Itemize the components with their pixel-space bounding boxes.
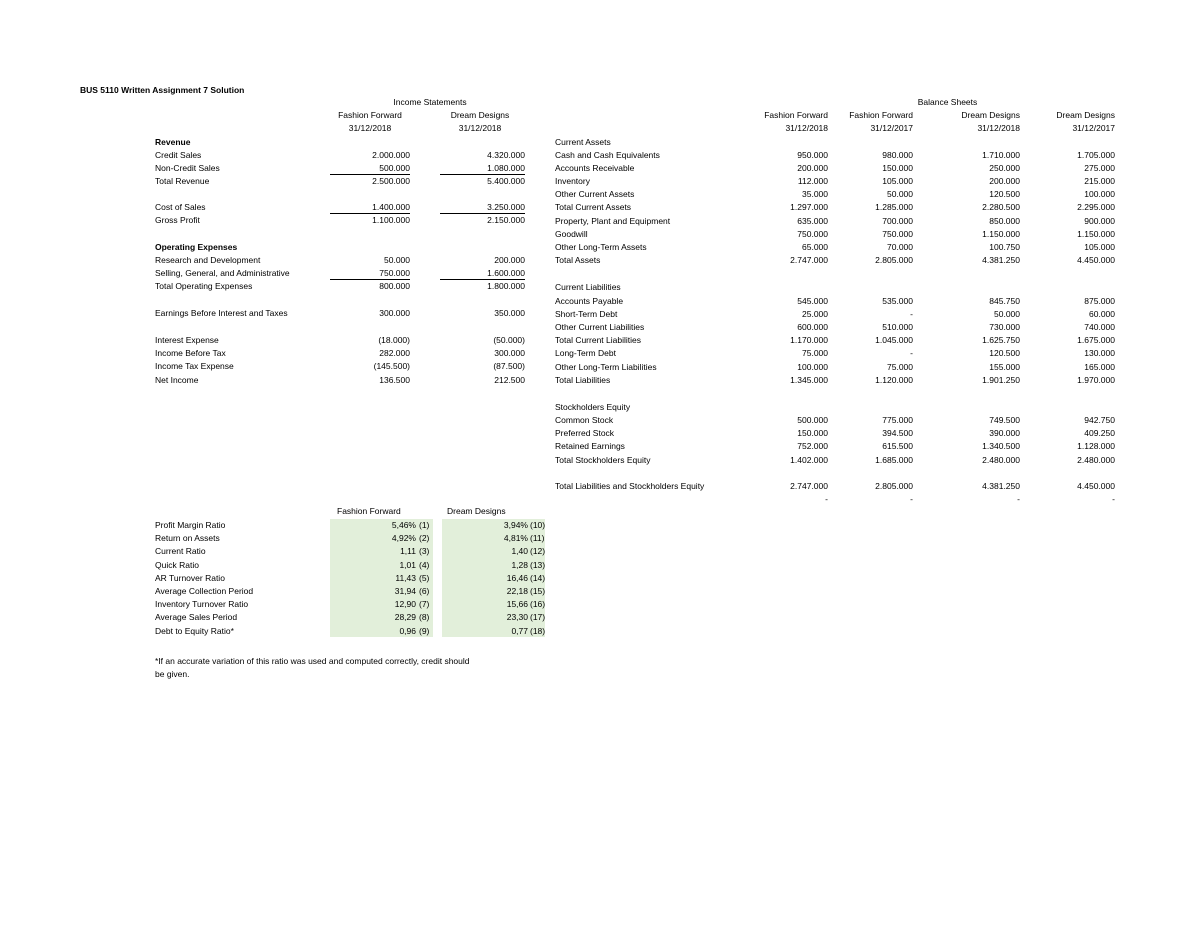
balance-row-label: Accounts Receivable [555,163,635,173]
balance-row-value: 980.000 [882,150,913,160]
income-col-date-dd: 31/12/2018 [458,123,502,133]
balance-row-value: 120.500 [989,189,1020,199]
income-row-value: 1.800.000 [487,281,525,291]
balance-row-value: 2.280.500 [982,202,1020,212]
ratio-value-dd: 3,94% [503,520,528,530]
balance-row-label: Total Stockholders Equity [555,455,651,465]
balance-row-value: 750.000 [797,229,828,239]
income-row-label: Operating Expenses [155,242,238,252]
ratio-value-dd: 0,77 [511,625,528,636]
income-row-value: 1.600.000 [440,268,525,280]
income-row-value: 5.400.000 [487,176,525,186]
balance-row-value: 100.000 [1084,189,1115,199]
ratio-ref-ff: (9) [419,625,430,636]
balance-row-label: Other Long-Term Liabilities [555,362,657,372]
income-row-value: (145.500) [373,361,410,371]
income-row-value: 500.000 [330,163,410,175]
balance-row-value: 1.297.000 [790,202,828,212]
ratio-ref-dd: (11) [530,533,545,544]
balance-row-value: 1.340.500 [982,441,1020,451]
ratio-label: Quick Ratio [155,559,199,570]
income-row-value: 300.000 [379,308,410,318]
balance-row-value: 950.000 [797,150,828,160]
balance-row-value: 150.000 [797,428,828,438]
ratio-header-ff: Fashion Forward [337,506,401,516]
balance-check-mark: - [1112,494,1115,504]
balance-row-value: 730.000 [989,322,1020,332]
income-row-label: Research and Development [155,255,261,265]
balance-row-value: 1.685.000 [875,455,913,465]
balance-row-value: 1.705.000 [1077,150,1115,160]
balance-check-mark: - [1017,494,1020,504]
balance-row-value: 845.750 [989,296,1020,306]
ratio-value-dd: 15,66 [506,599,528,610]
income-row-label: Cost of Sales [155,202,206,212]
ratio-value-ff: 5,46% [391,520,416,530]
balance-row-label: Goodwill [555,229,588,239]
balance-row-value: 250.000 [989,163,1020,173]
income-row-value: 750.000 [330,268,410,280]
balance-col-header: Dream Designs [1056,110,1115,120]
balance-col-date: 31/12/2017 [870,123,913,133]
balance-row-label: Cash and Cash Equivalents [555,150,660,160]
ratio-value-ff: 12,90 [394,599,416,610]
balance-row-value: 150.000 [882,163,913,173]
income-row-label: Earnings Before Interest and Taxes [155,308,288,318]
balance-row-value: - [910,348,913,358]
ratio-ref-ff: (7) [419,599,430,610]
balance-row-value: 1.128.000 [1077,441,1115,451]
balance-row-label: Total Current Liabilities [555,335,641,345]
balance-col-header: Dream Designs [961,110,1020,120]
balance-row-value: 1.625.750 [982,335,1020,345]
ratio-value-dd: 16,46 [506,572,528,583]
balance-row-value: 105.000 [882,176,913,186]
balance-col-date: 31/12/2017 [1072,123,1115,133]
ratio-value-ff: 28,29 [394,612,416,623]
income-row-value: 3.250.000 [440,202,525,214]
balance-row-value: 1.285.000 [875,202,913,212]
balance-sheets-title: Balance Sheets [917,97,978,107]
balance-row-value: 510.000 [882,322,913,332]
ratio-ref-dd: (17) [530,612,546,623]
income-statements-title: Income Statements [393,97,467,107]
balance-row-label: Other Long-Term Assets [555,242,647,252]
balance-row-value: 1.345.000 [790,375,828,385]
income-row-value: 282.000 [379,348,410,358]
balance-row-value: 25.000 [802,309,828,319]
income-row-label: Gross Profit [155,215,200,225]
income-row-value: 300.000 [494,348,525,358]
ratio-value-dd: 23,30 [506,612,528,623]
balance-row-label: Total Assets [555,255,601,265]
balance-row-value: 50.000 [887,189,913,199]
balance-row-value: 2.480.000 [982,455,1020,465]
balance-row-value: 700.000 [882,216,913,226]
balance-row-value: 105.000 [1084,242,1115,252]
balance-row-value: 942.750 [1084,415,1115,425]
balance-row-value: 1.045.000 [875,335,913,345]
balance-row-value: 535.000 [882,296,913,306]
income-row-label: Net Income [155,375,199,385]
income-row-value: 2.500.000 [372,176,410,186]
ratio-ref-dd: (10) [530,520,546,530]
income-row-value: 350.000 [494,308,525,318]
balance-row-value: 875.000 [1084,296,1115,306]
balance-col-date: 31/12/2018 [977,123,1020,133]
balance-row-value: 749.500 [989,415,1020,425]
balance-col-header: Fashion Forward [849,110,913,120]
ratio-ref-dd: (14) [530,572,546,583]
ratio-label: Return on Assets [155,533,220,544]
ratio-label: AR Turnover Ratio [155,572,225,583]
income-row-label: Selling, General, and Administrative [155,268,290,278]
balance-row-label: Inventory [555,176,590,186]
balance-row-label: Other Current Liabilities [555,322,645,332]
balance-row-value: 215.000 [1084,176,1115,186]
balance-row-label: Stockholders Equity [555,402,631,412]
income-row-value: (87.500) [493,361,525,371]
income-row-value: 2.150.000 [487,215,525,225]
balance-row-value: 1.150.000 [982,229,1020,239]
balance-row-value: 112.000 [797,176,828,186]
balance-row-value: 2.747.000 [790,481,828,491]
income-row-value: 4.320.000 [487,150,525,160]
balance-row-value: 2.747.000 [790,255,828,265]
balance-row-label: Current Liabilities [555,282,621,292]
income-row-value: 200.000 [494,255,525,265]
balance-row-value: 545.000 [797,296,828,306]
balance-row-label: Retained Earnings [555,441,625,451]
balance-row-value: 390.000 [989,428,1020,438]
income-row-label: Total Operating Expenses [155,281,253,291]
income-row-value: 800.000 [379,281,410,291]
ratio-ref-ff: (1) [419,520,430,530]
ratio-label: Debt to Equity Ratio* [155,625,234,636]
balance-row-value: 4.381.250 [982,481,1020,491]
balance-row-value: 1.402.000 [790,455,828,465]
income-row-value: 136.500 [379,375,410,385]
ratio-value-ff: 0,96 [399,625,416,636]
ratio-ref-ff: (3) [419,546,430,557]
balance-row-label: Total Liabilities [555,375,611,385]
ratio-value-ff: 1,01 [399,559,416,570]
balance-row-value: 50.000 [994,309,1020,319]
ratio-ref-dd: (12) [530,546,546,557]
ratio-ref-ff: (8) [419,612,430,623]
ratio-ref-dd: (15) [530,586,546,596]
balance-row-value: 500.000 [797,415,828,425]
ratio-value-ff: 1,11 [400,546,416,557]
balance-row-value: 4.450.000 [1077,481,1115,491]
balance-row-label: Other Current Assets [555,189,635,199]
ratio-ref-dd: (18) [530,625,546,636]
balance-row-value: 75.000 [802,348,828,358]
balance-row-label: Total Liabilities and Stockholders Equity [555,481,705,491]
income-row-label: Interest Expense [155,335,219,345]
ratio-ref-ff: (6) [419,586,430,596]
balance-row-value: 750.000 [882,229,913,239]
income-row-label: Total Revenue [155,176,210,186]
ratio-label: Average Sales Period [155,612,238,623]
balance-row-value: 775.000 [882,415,913,425]
balance-row-value: 130.000 [1084,348,1115,358]
balance-row-value: 200.000 [797,163,828,173]
balance-row-value: 200.000 [989,176,1020,186]
balance-row-label: Preferred Stock [555,428,615,438]
balance-row-label: Accounts Payable [555,296,624,306]
ratio-label: Current Ratio [155,546,206,557]
income-row-label: Income Tax Expense [155,361,234,371]
balance-row-value: - [910,309,913,319]
balance-check-mark: - [910,494,913,504]
balance-row-value: 1.901.250 [982,375,1020,385]
balance-row-value: 1.170.000 [790,335,828,345]
balance-row-value: 2.805.000 [875,481,913,491]
ratio-value-dd: 1,28 [511,559,528,570]
income-row-label: Credit Sales [155,150,202,160]
balance-row-value: 65.000 [802,242,828,252]
footnote-line1: *If an accurate variation of this ratio was used and computed correctly, credit should [155,656,470,666]
balance-row-value: 1.970.000 [1077,375,1115,385]
balance-row-value: 740.000 [1084,322,1115,332]
balance-col-date: 31/12/2018 [785,123,828,133]
balance-row-value: 2.480.000 [1077,455,1115,465]
balance-row-value: 275.000 [1084,163,1115,173]
income-row-label: Income Before Tax [155,348,226,358]
ratio-label: Inventory Turnover Ratio [155,599,249,610]
ratio-header-dd: Dream Designs [447,506,506,516]
document-title: BUS 5110 Written Assignment 7 Solution [80,85,245,95]
income-row-value: 2.000.000 [372,150,410,160]
ratio-ref-dd: (13) [530,559,546,570]
ratio-label: Average Collection Period [155,586,254,596]
balance-row-value: 635.000 [797,216,828,226]
balance-row-value: 600.000 [797,322,828,332]
income-row-label: Non-Credit Sales [155,163,220,173]
income-row-value: 50.000 [384,255,410,265]
balance-row-value: 409.250 [1084,428,1115,438]
ratio-label: Profit Margin Ratio [155,520,226,530]
balance-row-value: 35.000 [802,189,828,199]
ratio-value-dd: 4,81% [503,533,528,544]
income-col-date-ff: 31/12/2018 [348,123,392,133]
balance-row-value: 615.500 [882,441,913,451]
ratio-ref-ff: (4) [419,559,430,570]
balance-row-value: 900.000 [1084,216,1115,226]
balance-row-value: 75.000 [887,362,913,372]
ratio-value-ff: 4,92% [391,533,416,544]
balance-row-value: 2.805.000 [875,255,913,265]
balance-row-value: 2.295.000 [1077,202,1115,212]
balance-row-value: 60.000 [1089,309,1115,319]
balance-row-value: 1.120.000 [875,375,913,385]
income-row-value: 1.080.000 [440,163,525,175]
income-row-value: 1.400.000 [330,202,410,214]
balance-row-value: 155.000 [989,362,1020,372]
balance-row-value: 70.000 [887,242,913,252]
ratio-ref-dd: (16) [530,599,546,610]
ratio-value-ff: 31,94 [394,586,416,596]
balance-row-value: 1.675.000 [1077,335,1115,345]
balance-row-value: 1.710.000 [982,150,1020,160]
ratio-value-dd: 1,40 [511,546,528,557]
income-row-value: (18.000) [378,335,410,345]
income-row-value: 1.100.000 [372,215,410,225]
ratio-value-ff: 11,43 [395,572,416,583]
income-col-header-ff: Fashion Forward [338,110,402,120]
balance-col-header: Fashion Forward [764,110,828,120]
balance-row-label: Short-Term Debt [555,309,618,319]
balance-row-label: Current Assets [555,137,611,147]
ratio-value-dd: 22,18 [506,586,528,596]
ratio-ref-ff: (2) [419,533,430,544]
balance-row-value: 100.000 [797,362,828,372]
balance-row-value: 394.500 [882,428,913,438]
balance-row-label: Property, Plant and Equipment [555,216,671,226]
balance-row-label: Long-Term Debt [555,348,616,358]
balance-row-value: 4.450.000 [1077,255,1115,265]
balance-row-value: 752.000 [797,441,828,451]
income-col-header-dd: Dream Designs [450,110,510,120]
balance-row-value: 165.000 [1084,362,1115,372]
ratio-ref-ff: (5) [419,572,430,583]
income-row-value: 212.500 [494,375,525,385]
balance-check-mark: - [825,494,828,504]
income-row-label: Revenue [155,137,191,147]
balance-row-value: 100.750 [989,242,1020,252]
balance-row-label: Common Stock [555,415,614,425]
footnote-line2: be given. [155,669,190,679]
balance-row-label: Total Current Assets [555,202,632,212]
balance-row-value: 1.150.000 [1077,229,1115,239]
balance-row-value: 120.500 [989,348,1020,358]
income-row-value: (50.000) [493,335,525,345]
balance-row-value: 850.000 [989,216,1020,226]
balance-row-value: 4.381.250 [982,255,1020,265]
